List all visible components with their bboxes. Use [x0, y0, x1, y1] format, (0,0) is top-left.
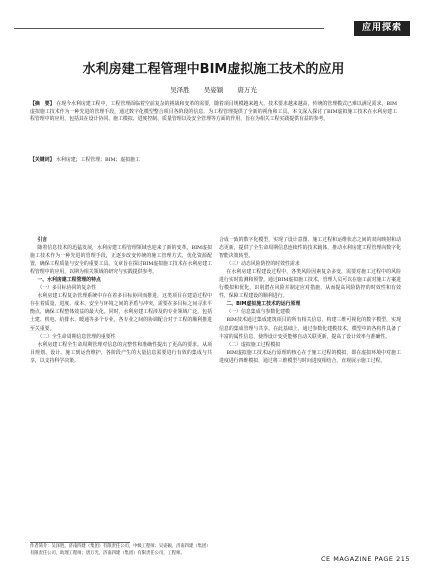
body-paragraph: 水利房建工程全生命周期管理对信息的完整性和准确性提出了更高的要求。从项目规划、设计、施工到运营维护，各阶段产生的大量信息需要进行有效的集成与共享，以支持科学决策。 — [30, 341, 212, 364]
section-tag: 应用探索 — [354, 21, 410, 36]
keywords-text: 水利房建；工程管理；BIM；虚拟施工 — [56, 157, 140, 163]
body-paragraph: 在水利房建工程建设过程中，各类风险因素复杂多变，需要对施工过程中的风险进行实时监测和预警。通过BIM虚拟施工技术，管理人员可以在施工前对施工方案进行模拟和优化，识别潜在风险并制定应对措施，从而提高风险防控的时效性和有效性，保障工程建设的顺利进行。 — [219, 269, 401, 300]
body-paragraph: 合成一致的数字化模型，实现了设计意图、施工过程和运维状态之间的双向映射和动态更新，提供了全生命周期信息连续性的技术载体，推动水利房建工程管理向数字化智能决策转型。 — [219, 237, 401, 260]
subsection-heading: （三）动态风险防控的时效性需求 — [226, 261, 300, 268]
body-paragraph: BIM虚拟施工技术运行原理的核心在于施工过程的模拟，即在虚拟环境中对施工进度进行四维模拟，通过将三维模型与时间进度相结合，直观展示施工过程。 — [219, 349, 401, 364]
left-column — [30, 236, 212, 365]
body-paragraph: 水利房建工程复杂管理系统中存在着多目标协同而推进，这类项目在建造过程中存在着质量、进度、成本、安全与环境之间的矛盾与冲突，需要在多目标之间寻求平衡点，确保工程整体效益的最大化。同时，水利房建工程涉及的专业领域广泛，包括土建、机电、给排水、暖通等多个专业，各专业之间的协调配合对于工程的顺利推进至关重要。 — [30, 293, 212, 332]
keywords — [30, 157, 397, 164]
subsection-heading: （一）多目标协同的复杂性 — [37, 285, 97, 292]
body-paragraph: 随着信息技术的迅猛发展，水利房建工程管理领域也迎来了新的变革。BIM虚拟施工技术作为一种先进的管理手段，正逐步改变传统的施工管理方式，优化资源配置，确保工程质量与安全的重要工具。文章旨在探讨BIM虚拟施工技术在水利房建工程管理中的应用，以期为相关领域的研究与实践提供参考。 — [30, 245, 212, 276]
section-heading: 一、水利房建工程管理的特点 — [37, 277, 101, 284]
author-name: 吴姿颖 — [203, 86, 224, 94]
subsection-heading: （一）信息集成与参数化建模 — [226, 309, 290, 316]
subsection-heading: （二）全生命周期信息管理的重要性 — [37, 333, 116, 340]
body-paragraph: BIM技术通过集成建筑项目的所有相关信息，构建三维可视化的数字模型，实现信息的集成管理与共享。在此基础上，通过参数化建模技术，模型中的各构件具备了丰富的属性信息，使得设计变更能够自动关联更新，提高了设计效率与准确性。 — [219, 317, 401, 340]
right-column — [219, 236, 401, 365]
author-name: 唐万光 — [237, 86, 257, 94]
author-name: 吴泽胜 — [170, 86, 190, 94]
author-footnote: 作者简介：吴泽胜，济南四建（集团）有限责任公司，中级工程师；吴姿颖，济南四建（集团）有限责任公司，助理工程师；唐万光，济南四建（集团）有限责任公司，工程师。 — [30, 544, 211, 556]
subsection-heading: （二）虚拟施工过程模拟 — [226, 341, 281, 348]
abstract-text: 在现今水利房建工程中，工程管理面临着空前复杂的挑战和变革的需要，随着项目规模越来越大，技术要求越来越高，传统的管理模式已难以满足需求。BIM虚拟施工技术作为一种先进的管理手段，通过数字化模型整合项目各阶段的信息，为工程管理提供了全新的视角和工具。本文深入探讨了BIM虚拟施工技术在水利房建工程管理中的应用，包括其在设计协同、施工模拟、进度控制、质量管理以及安全管理等方面的作用，旨在为相关工程实践提供有益的参考。 — [30, 101, 397, 123]
abstract-label: 【摘 要】 — [30, 101, 55, 107]
keywords-label: 【关键词】 — [30, 157, 55, 163]
article-title: 水利房建工程管理中BIM虚拟施工技术的应用 — [82, 62, 345, 77]
header-rule — [14, 28, 324, 29]
section-heading: 引言 — [37, 237, 48, 243]
section-heading: 二、BIM虚拟施工技术的运行原理 — [226, 301, 301, 308]
abstract — [30, 101, 397, 124]
footnote-rule — [30, 542, 130, 543]
author-list — [0, 85, 427, 94]
page-number: CE MAGAZINE PAGE 215 — [321, 555, 410, 563]
